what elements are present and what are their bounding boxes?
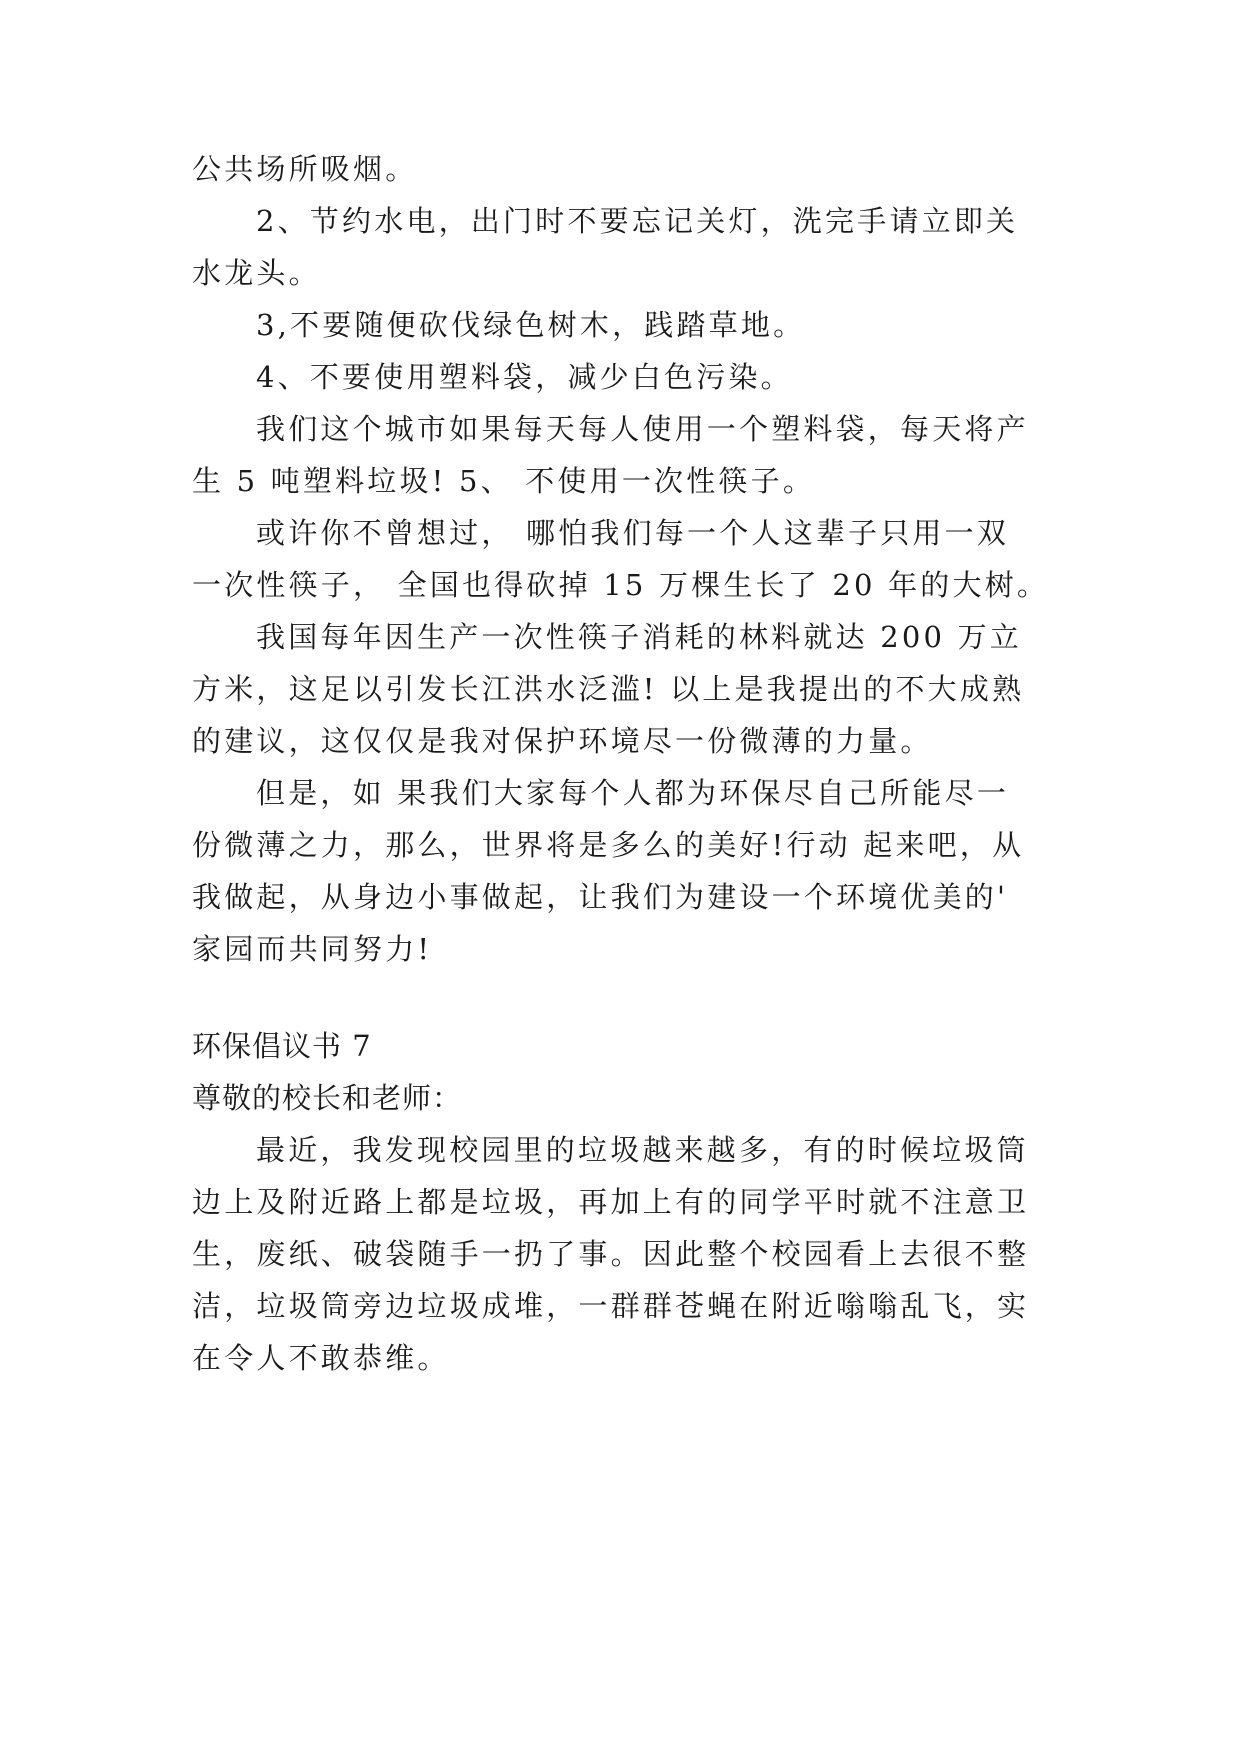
text-line: 一次性筷子， 全国也得砍掉 15 万棵生长了 20 年的大树。 bbox=[192, 568, 1050, 602]
text-line: 水龙头。 bbox=[192, 256, 321, 290]
text-line: 公共场所吸烟。 bbox=[192, 152, 418, 186]
text-line: 4、不要使用塑料袋，减少白色污染。 bbox=[256, 360, 793, 394]
text-line: 或许你不曾想过， 哪怕我们每一个人这辈子只用一双 bbox=[256, 516, 1010, 550]
salutation: 尊敬的校长和老师： bbox=[192, 1081, 463, 1115]
text-line: 最近，我发现校园里的垃圾越来越多，有的时候垃圾筒 bbox=[256, 1133, 1029, 1167]
text-line: 家园而共同努力! bbox=[192, 932, 433, 966]
text-line: 我做起，从身边小事做起，让我们为建设一个环境优美的' bbox=[192, 880, 1009, 914]
text-line: 洁，垃圾筒旁边垃圾成堆，一群群苍蝇在附近嗡嗡乱飞，实 bbox=[192, 1289, 1030, 1323]
text-line: 在令人不敢恭维。 bbox=[192, 1341, 450, 1375]
text-line: 的建议，这仅仅是我对保护环境尽一份微薄的力量。 bbox=[192, 724, 933, 758]
text-line: 方米，这足以引发长江洪水泛滥! 以上是我提出的不大成熟 bbox=[192, 672, 1025, 706]
text-line: 3,不要随便砍伐绿色树木，践踏草地。 bbox=[256, 308, 806, 342]
text-line: 但是，如 果我们大家每个人都为环保尽自己所能尽一 bbox=[256, 776, 1010, 810]
text-line: 生 5 吨塑料垃圾! 5、 不使用一次性筷子。 bbox=[192, 464, 816, 498]
text-line: 生，废纸、破袋随手一扔了事。因此整个校园看上去很不整 bbox=[192, 1237, 1030, 1271]
text-line: 边上及附近路上都是垃圾，再加上有的同学平时就不注意卫 bbox=[192, 1185, 1030, 1219]
section-title: 环保倡议书 7 bbox=[192, 1029, 372, 1063]
text-line: 我国每年因生产一次性筷子消耗的林料就达 200 万立 bbox=[256, 620, 1022, 654]
text-line: 我们这个城市如果每天每人使用一个塑料袋，每天将产 bbox=[256, 412, 1029, 446]
text-line: 2、节约水电，出门时不要忘记关灯，洗完手请立即关 bbox=[256, 204, 1019, 238]
text-line: 份微薄之力，那么，世界将是多么的美好!行动 起来吧，从 bbox=[192, 828, 1025, 862]
